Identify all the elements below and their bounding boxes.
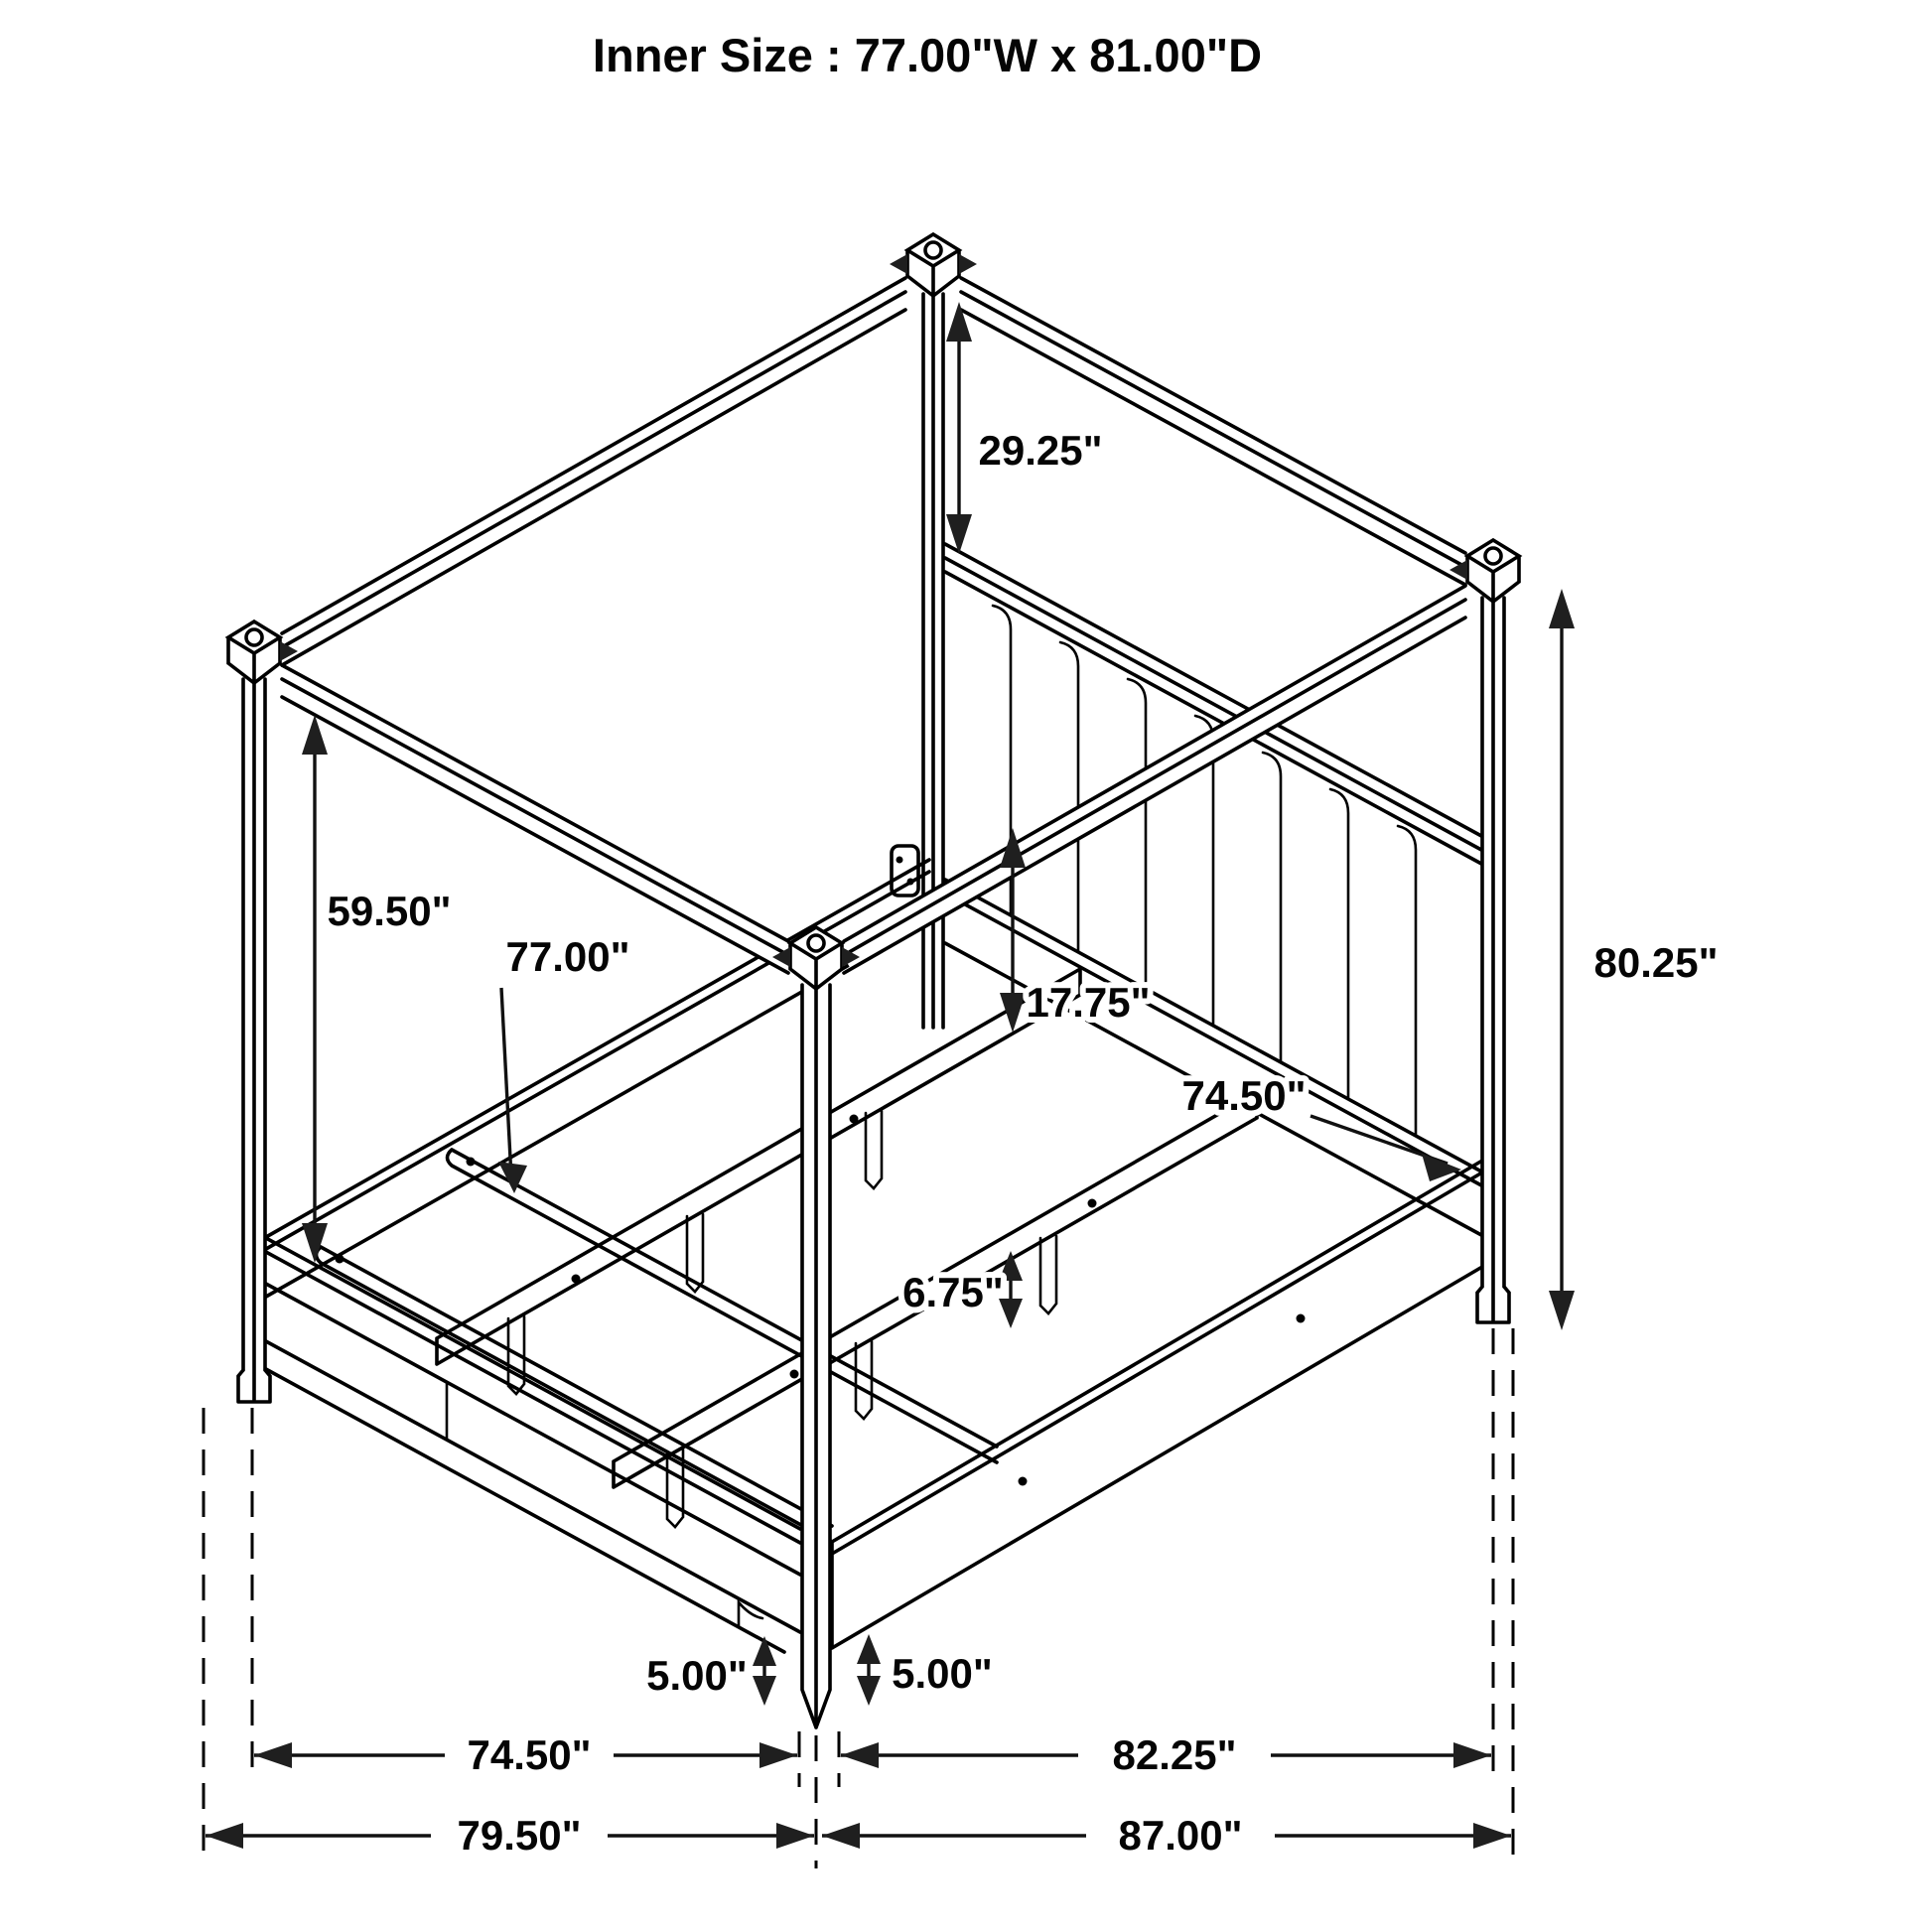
dim-rail-top-height bbox=[1000, 828, 1151, 1033]
dim-label-foot-clearance-right: 5.00" bbox=[892, 1650, 993, 1697]
dim-foot-clearance-left bbox=[646, 1636, 776, 1706]
slat-2 bbox=[317, 1247, 833, 1542]
dim-post-above-headboard bbox=[946, 302, 1103, 554]
dim-label-footboard-span: 74.50" bbox=[467, 1731, 592, 1778]
dim-side-rail-length bbox=[1181, 1072, 1461, 1181]
dim-label-overall-width: 79.50" bbox=[457, 1812, 582, 1859]
dim-label-support-leg-height: 6.75" bbox=[902, 1269, 1004, 1315]
canopy-connector-front bbox=[772, 927, 860, 989]
footboard-drawers bbox=[264, 1237, 800, 1652]
right-post bbox=[1477, 598, 1509, 1322]
dim-side-span bbox=[841, 1731, 1491, 1778]
footboard-base bbox=[264, 1368, 784, 1652]
right-side-rail bbox=[832, 1161, 1482, 1648]
dim-label-side-span: 82.25" bbox=[1112, 1731, 1237, 1778]
dim-label-foot-clearance-left: 5.00" bbox=[646, 1652, 748, 1699]
dim-overall-width bbox=[206, 1812, 814, 1859]
left-post bbox=[238, 679, 270, 1402]
dim-label-rail-top-height: 17.75" bbox=[1026, 979, 1151, 1026]
headboard-bracket bbox=[892, 846, 918, 896]
canopy-beam-back-left bbox=[282, 278, 905, 665]
extension-lines bbox=[204, 1328, 1513, 1868]
canopy-connector-back bbox=[890, 234, 977, 296]
footboard-top-rail bbox=[264, 1237, 800, 1575]
dim-footboard-span bbox=[254, 1731, 797, 1778]
dim-label-post-above-headboard: 29.25" bbox=[978, 427, 1103, 474]
page-title: Inner Size : 77.00"W x 81.00"D bbox=[592, 29, 1263, 81]
dim-label-overall-depth: 87.00" bbox=[1118, 1812, 1243, 1859]
dim-label-side-rail-length: 74.50" bbox=[1181, 1072, 1307, 1119]
front-post bbox=[802, 985, 830, 1727]
dim-label-canopy-clearance: 59.50" bbox=[327, 888, 452, 934]
dim-post-height bbox=[1549, 589, 1719, 1330]
support-rail-2 bbox=[437, 969, 1080, 1394]
dim-foot-clearance-right bbox=[857, 1634, 993, 1706]
dim-label-post-height: 80.25" bbox=[1593, 939, 1719, 986]
dim-canopy-clearance bbox=[302, 715, 452, 1263]
dim-label-slat-length: 77.00" bbox=[505, 933, 630, 980]
dim-overall-depth bbox=[822, 1812, 1511, 1859]
